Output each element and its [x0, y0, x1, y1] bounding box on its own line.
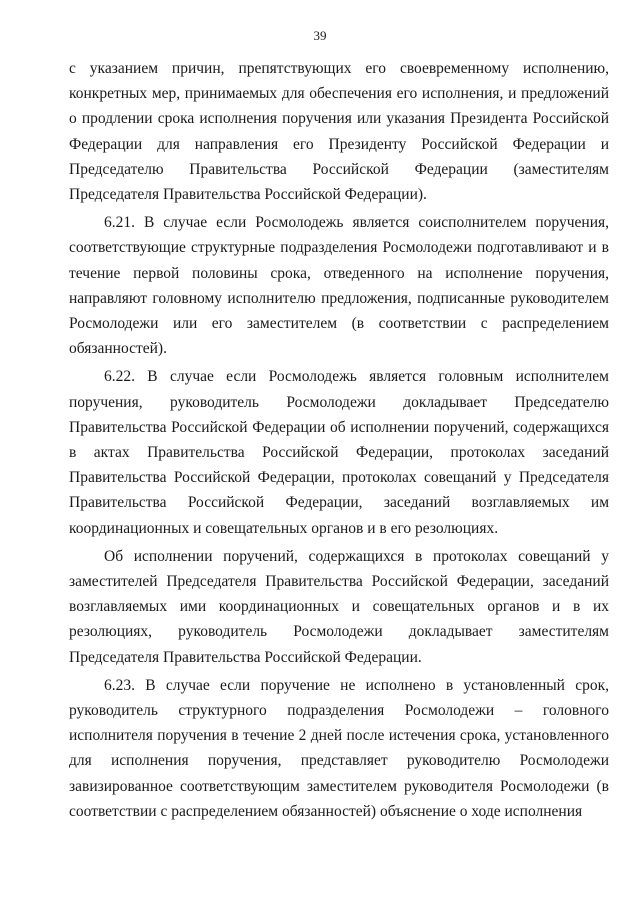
paragraph-6-21: 6.21. В случае если Росмолодежь является соисполнителем поручения, соответствующие структурные подразделения Росмолодежи подготавливают и в течение первой половины срока, отведенного на исполнение поручения, направляют головному исполнителю предложения, подписанные руководителем Росмолодежи или его заместителем (в соответствии с распределением обязанностей). [69, 214, 609, 358]
paragraph-6-22-deputies: Об исполнении поручений, содержащихся в протоколах совещаний у заместителей Председателя Правительства Российской Федерации, заседаний возглавляемых ими координационных и совещательных органов и в их резолюциях, руководитель Росмолодежи докладывает заместителям Председателя Правительства Российской Федерации. [69, 547, 609, 666]
paragraph-6-22: 6.22. В случае если Росмолодежь является головным исполнителем поручения, руководитель Росмолодежи докладывает Председателю Правительства Российской Федерации об исполнении поручений, содержащихся в актах Правительства Российской Федерации, протоколах заседаний Правительства Российской Федерации, протоколах совещаний у Председателя Правительства Российской Федерации, заседаний возглавляемых им координационных и совещательных органов и в его резолюциях. [69, 368, 609, 537]
document-body [69, 56, 609, 824]
paragraph-6-23: 6.23. В случае если поручение не исполнено в установленный срок, руководитель структурного подразделения Росмолодежи – головного исполнителя поручения в течение 2 дней после истечения срока, установленного для исполнения поручения, представляет руководителю Росмолодежи завизированное соответствующим заместителем руководителя Росмолодежи (в соответствии с распределением обязанностей) объяснение о ходе исполнения [69, 676, 609, 820]
paragraph-continuation: с указанием причин, препятствующих его своевременному исполнению, конкретных мер, принимаемых для обеспечения его исполнения, и предложений о продлении срока исполнения поручения или указания Президента Российской Федерации для направления его Президенту Российской Федерации и Председателю Правительства Российской Федерации (заместителям Председателя Правительства Российской Федерации). [69, 60, 609, 204]
page-number: 39 [313, 28, 327, 43]
